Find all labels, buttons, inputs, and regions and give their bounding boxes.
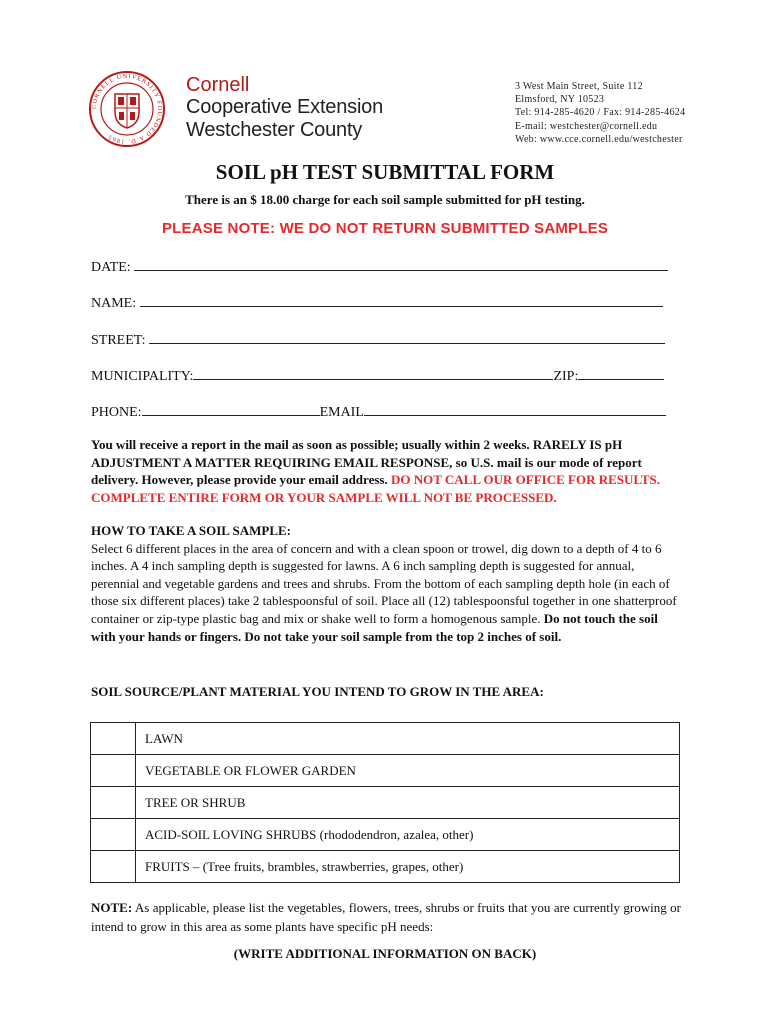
street-field[interactable]: [91, 329, 665, 349]
form-title: SOIL pH TEST SUBMITTAL FORM: [215, 160, 555, 184]
address-line: Tel: 914-285-4620 / Fax: 914-285-4624: [515, 107, 686, 119]
email-input-line[interactable]: [364, 401, 666, 416]
option-label: ACID-SOIL LOVING SHRUBS (rhododendron, azalea, other): [136, 819, 680, 851]
cornell-seal-logo: [88, 70, 166, 148]
note-text: As applicable, please list the vegetables, flowers, trees, shrubs or fruits that you are currently growing or intend to grow in this area as some plants have specific pH needs:: [91, 900, 681, 934]
checkbox-fruits[interactable]: [91, 851, 136, 883]
return-notice: PLEASE NOTE: WE DO NOT RETURN SUBMITTED SAMPLES: [161, 220, 609, 237]
phone-email-field[interactable]: [91, 401, 666, 421]
report-warning: DO NOT CALL OUR OFFICE FOR RESULTS. COMPLETE ENTIRE FORM OR YOUR SAMPLE WILL NOT BE PROCESSED.: [91, 472, 661, 505]
date-input-line[interactable]: [134, 256, 668, 271]
howto-warning: Do not touch the soil with your hands or fingers. Do not take your soil sample from the top 2 inches of soil.: [91, 610, 658, 644]
municipality-input-line[interactable]: [193, 365, 553, 380]
checkbox-acid-soil-shrubs[interactable]: [91, 819, 136, 851]
brand-cornell: Cornell: [186, 74, 250, 96]
option-label: FRUITS – (Tree fruits, brambles, strawberries, grapes, other): [136, 851, 680, 883]
option-label: LAWN: [136, 723, 680, 755]
source-heading: SOIL SOURCE/PLANT MATERIAL YOU INTEND TO GROW IN THE AREA:: [91, 684, 544, 699]
howto-section: [91, 522, 683, 645]
table-row: [91, 755, 680, 787]
option-label: VEGETABLE OR FLOWER GARDEN: [136, 755, 680, 787]
address-line: 3 West Main Street, Suite 112: [515, 81, 643, 92]
name-input-line[interactable]: [140, 292, 663, 307]
street-label: STREET:: [91, 333, 146, 348]
checkbox-lawn[interactable]: [91, 723, 136, 755]
report-text: You will receive a report in the mail as soon as possible; usually within 2 weeks. RARELY IS pH ADJUSTMENT A MATTER REQUIRING EMAIL RESPONSE, so U.S. mail is our mode of report delivery. However, please provide your email address.: [91, 437, 642, 488]
municipality-field[interactable]: [91, 365, 664, 385]
date-field[interactable]: [91, 256, 668, 276]
plant-material-table: [90, 722, 680, 883]
note-paragraph: [91, 898, 681, 936]
municipality-label: MUNICIPALITY:: [91, 369, 194, 384]
howto-heading: HOW TO TAKE A SOIL SAMPLE:: [91, 523, 292, 538]
table-row: [91, 723, 680, 755]
phone-input-line[interactable]: [142, 401, 320, 416]
brand-block: [186, 74, 383, 142]
checkbox-vegetable-garden[interactable]: [91, 755, 136, 787]
brand-county: Westchester County: [186, 119, 363, 141]
office-address: [515, 80, 685, 146]
email-label: EMAIL: [319, 405, 364, 420]
table-row: [91, 819, 680, 851]
zip-label: ZIP:: [553, 369, 579, 384]
table-row: [91, 787, 680, 819]
address-line: Elmsford, NY 10523: [515, 94, 605, 106]
phone-label: PHONE:: [91, 405, 142, 420]
note-label: NOTE:: [91, 900, 133, 915]
checkbox-tree-shrub[interactable]: [91, 787, 136, 819]
date-label: DATE:: [91, 260, 131, 275]
name-label: NAME:: [91, 296, 137, 311]
report-paragraph: [91, 436, 683, 506]
address-line: Web: www.cce.cornell.edu/westchester: [515, 133, 683, 145]
street-input-line[interactable]: [149, 329, 665, 344]
zip-input-line[interactable]: [578, 365, 664, 380]
seal-text: CORNELL UNIVERSITY FOUNDED A.D. 1865: [90, 72, 164, 146]
table-row: [91, 851, 680, 883]
address-line: E-mail: westchester@cornell.edu: [515, 120, 658, 132]
write-on-back-note: (WRITE ADDITIONAL INFORMATION ON BACK): [233, 946, 537, 961]
name-field[interactable]: [91, 292, 663, 312]
charge-note: There is an $ 18.00 charge for each soil sample submitted for pH testing.: [185, 192, 585, 207]
option-label: TREE OR SHRUB: [136, 787, 680, 819]
brand-cooperative-extension: Cooperative Extension: [186, 96, 384, 118]
howto-body: Select 6 different places in the area of concern and with a clean spoon or trowel, dig down to a depth of 4 to 6 inches. A 4 inch sampling depth is suggested for lawns. A 6 inch sampling depth is suggested for annual, perennial and vegetable gardens and trees and shrubs. From the bottom of each sampling depth hole (in each of those six different places) take 2 tablespoonsful of soil. Place all (12) tablespoonsful together in one shatterproof container or zip-type plastic bag and mix or shake well to form a homogenous sample.: [91, 540, 677, 626]
